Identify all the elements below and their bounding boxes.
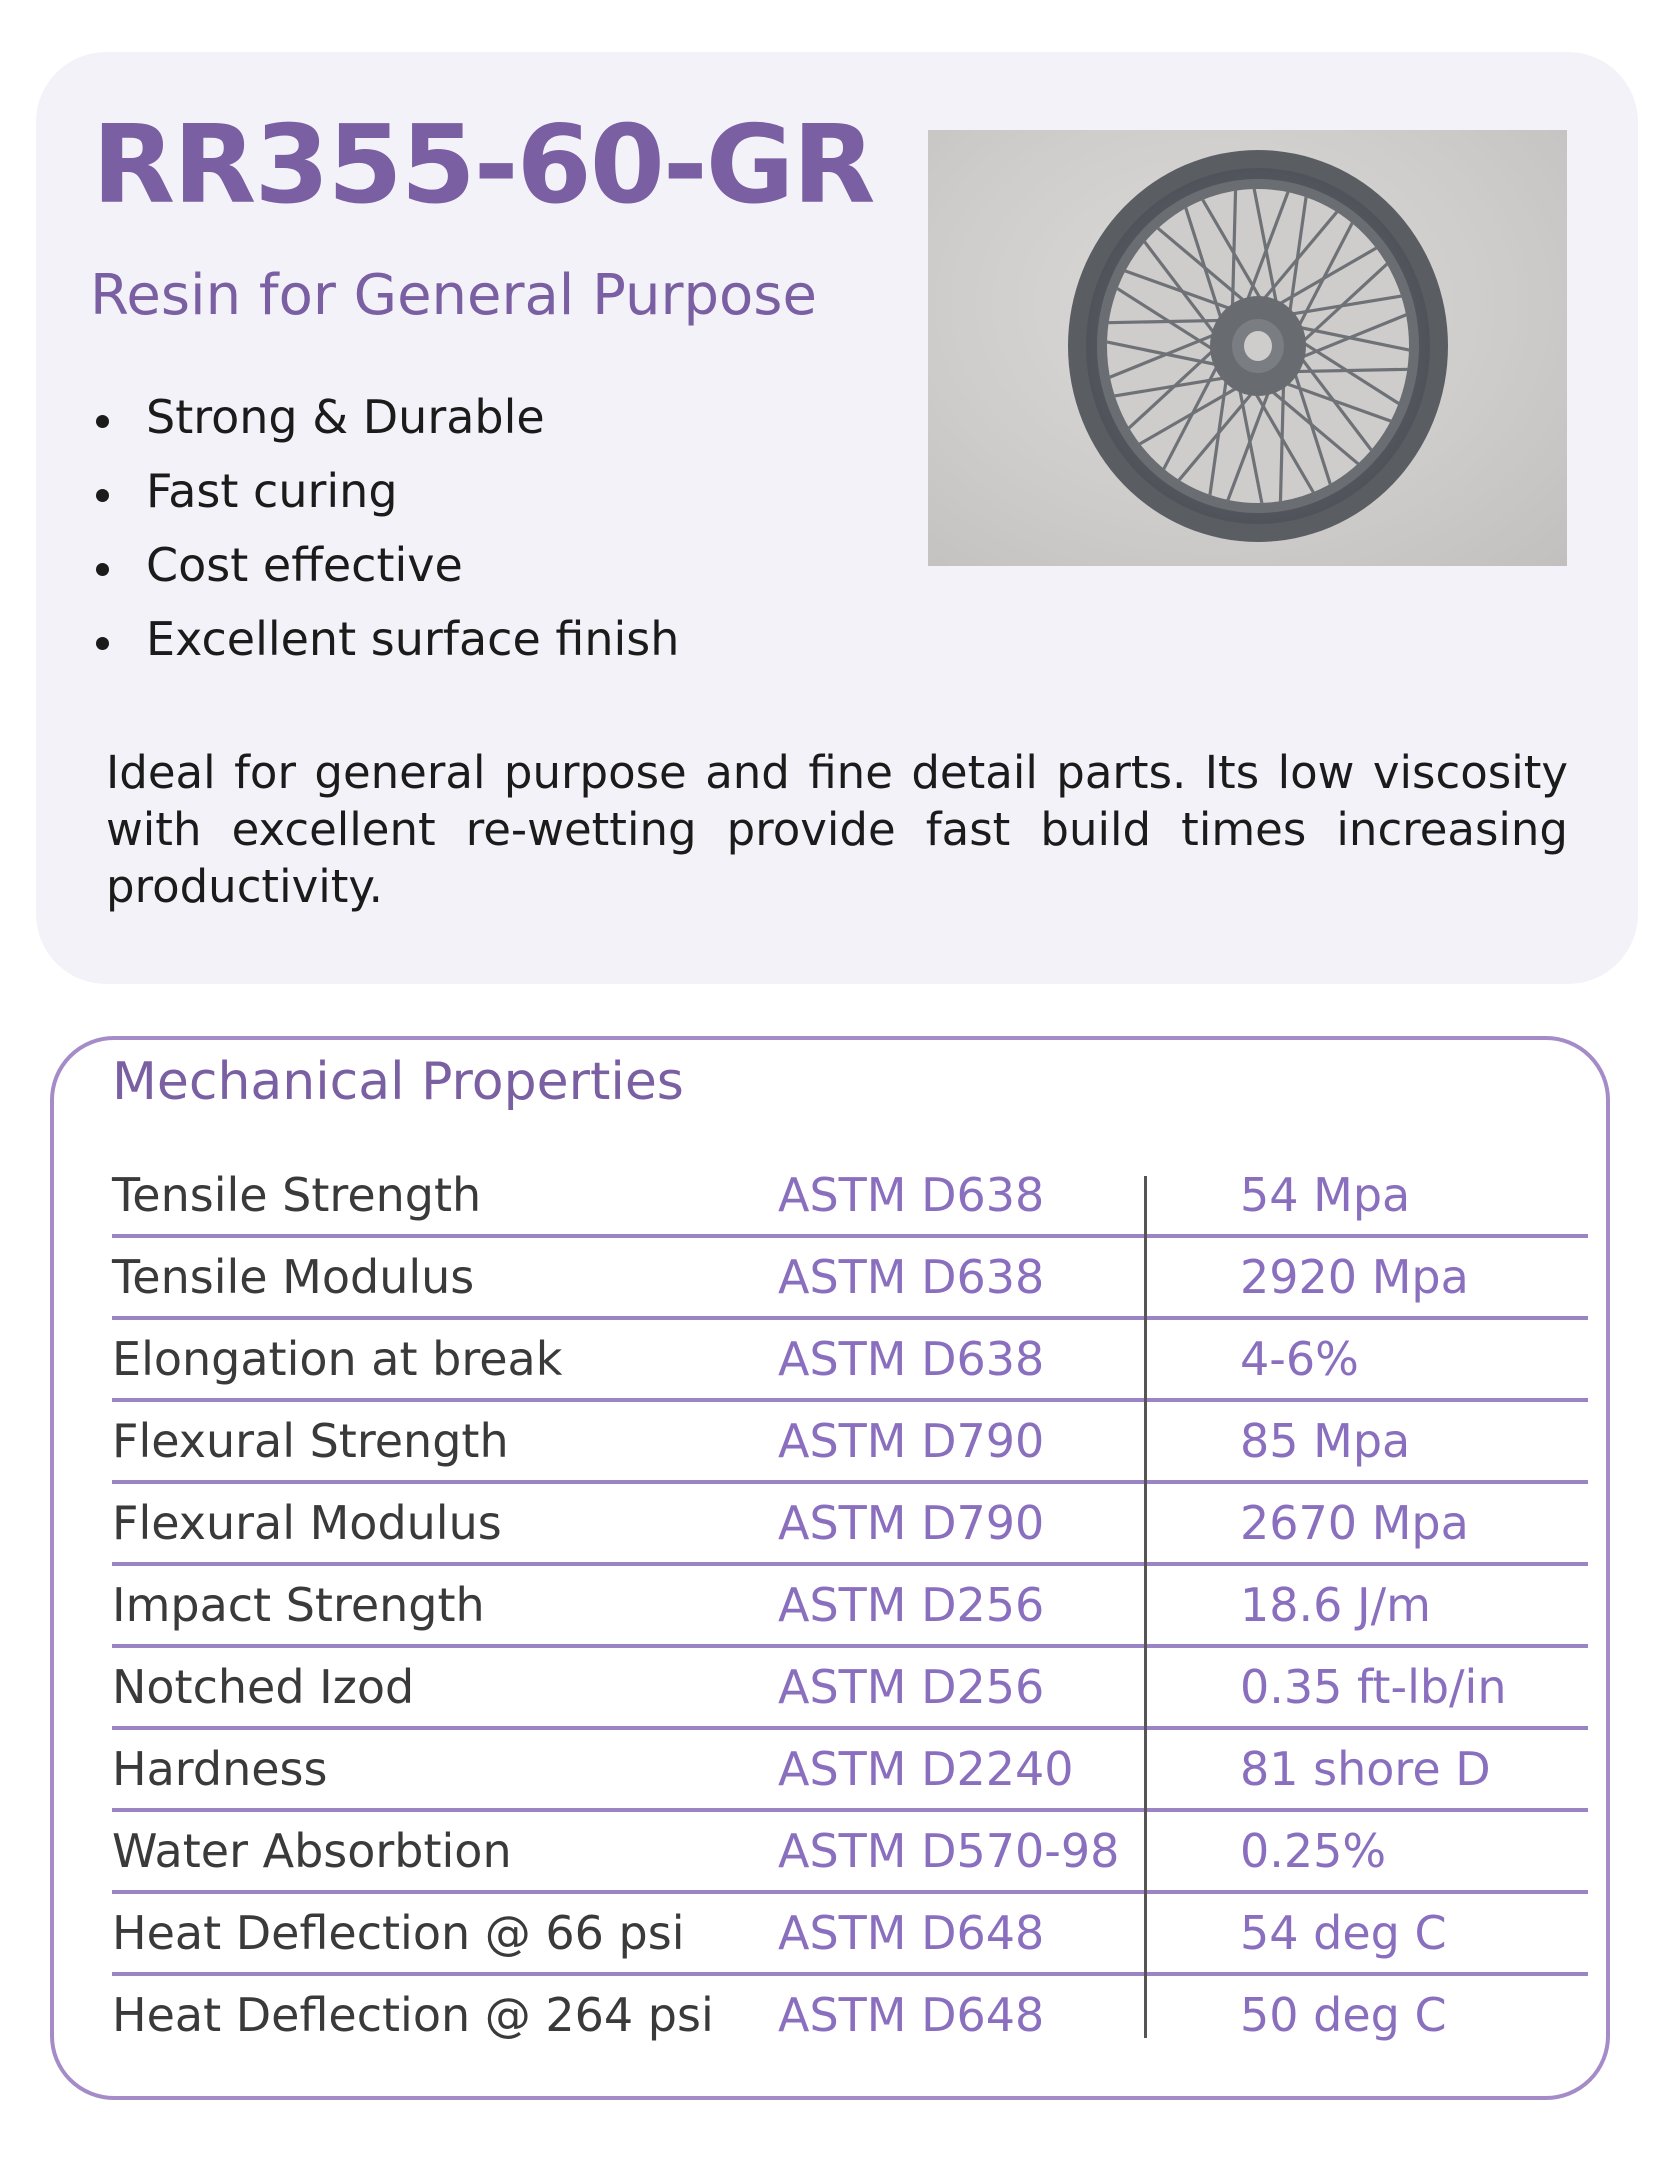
- property-name: Flexural Modulus: [112, 1496, 502, 1550]
- property-value: 18.6 J/m: [1240, 1578, 1431, 1632]
- property-name: Hardness: [112, 1742, 328, 1796]
- product-description: Ideal for general purpose and fine detail parts. Its low viscosity with excellent re-wetting provide fast build times increasing productivity.: [106, 746, 1568, 913]
- bullet-icon: [96, 637, 109, 650]
- property-name: Heat Deflection @ 66 psi: [112, 1906, 685, 1960]
- spoked-wheel-photo: [928, 130, 1567, 566]
- test-method: ASTM D638: [778, 1332, 1045, 1386]
- feature-text: Strong & Durable: [146, 390, 545, 444]
- wheel-illustration: [928, 130, 1567, 566]
- test-method: ASTM D638: [778, 1250, 1045, 1304]
- property-value: 54 Mpa: [1240, 1168, 1411, 1222]
- property-name: Tensile Strength: [112, 1168, 482, 1222]
- property-value: 85 Mpa: [1240, 1414, 1411, 1468]
- table-row: [112, 1156, 1588, 1238]
- table-row: [112, 1320, 1588, 1402]
- property-value: 54 deg C: [1240, 1906, 1447, 1960]
- feature-text: Fast curing: [146, 464, 398, 518]
- column-divider: [1144, 1176, 1147, 2038]
- table-row: [112, 1648, 1588, 1730]
- property-name: Notched Izod: [112, 1660, 415, 1714]
- table-row: [112, 1730, 1588, 1812]
- property-value: 81 shore D: [1240, 1742, 1491, 1796]
- feature-item: [96, 380, 679, 454]
- test-method: ASTM D256: [778, 1578, 1045, 1632]
- table-row: [112, 1238, 1588, 1320]
- product-title: RR355-60-GR: [92, 103, 874, 228]
- property-name: Elongation at break: [112, 1332, 563, 1386]
- mechanical-properties-title: Mechanical Properties: [112, 1052, 684, 1112]
- bullet-icon: [96, 415, 109, 428]
- property-value: 0.25%: [1240, 1824, 1387, 1878]
- bullet-icon: [96, 489, 109, 502]
- properties-table: [112, 1156, 1588, 2058]
- property-name: Tensile Modulus: [112, 1250, 475, 1304]
- table-row: [112, 1566, 1588, 1648]
- property-name: Flexural Strength: [112, 1414, 509, 1468]
- feature-item: [96, 454, 679, 528]
- table-row: [112, 1976, 1588, 2058]
- test-method: ASTM D638: [778, 1168, 1045, 1222]
- test-method: ASTM D256: [778, 1660, 1045, 1714]
- feature-item: [96, 602, 679, 676]
- property-value: 2920 Mpa: [1240, 1250, 1469, 1304]
- feature-text: Excellent surface finish: [146, 612, 680, 666]
- property-name: Impact Strength: [112, 1578, 485, 1632]
- property-name: Heat Deflection @ 264 psi: [112, 1988, 714, 2042]
- property-value: 2670 Mpa: [1240, 1496, 1469, 1550]
- test-method: ASTM D648: [778, 1906, 1045, 1960]
- bullet-icon: [96, 563, 109, 576]
- table-row: [112, 1484, 1588, 1566]
- product-subtitle: Resin for General Purpose: [90, 263, 817, 328]
- test-method: ASTM D2240: [778, 1742, 1074, 1796]
- property-value: 0.35 ft-lb/in: [1240, 1660, 1507, 1714]
- table-row: [112, 1894, 1588, 1976]
- test-method: ASTM D790: [778, 1496, 1045, 1550]
- feature-item: [96, 528, 679, 602]
- property-name: Water Absorbtion: [112, 1824, 512, 1878]
- property-value: 4-6%: [1240, 1332, 1359, 1386]
- table-row: [112, 1812, 1588, 1894]
- feature-text: Cost effective: [146, 538, 463, 592]
- feature-list: [96, 380, 679, 676]
- test-method: ASTM D570-98: [778, 1824, 1120, 1878]
- table-row: [112, 1402, 1588, 1484]
- test-method: ASTM D790: [778, 1414, 1045, 1468]
- property-value: 50 deg C: [1240, 1988, 1447, 2042]
- test-method: ASTM D648: [778, 1988, 1045, 2042]
